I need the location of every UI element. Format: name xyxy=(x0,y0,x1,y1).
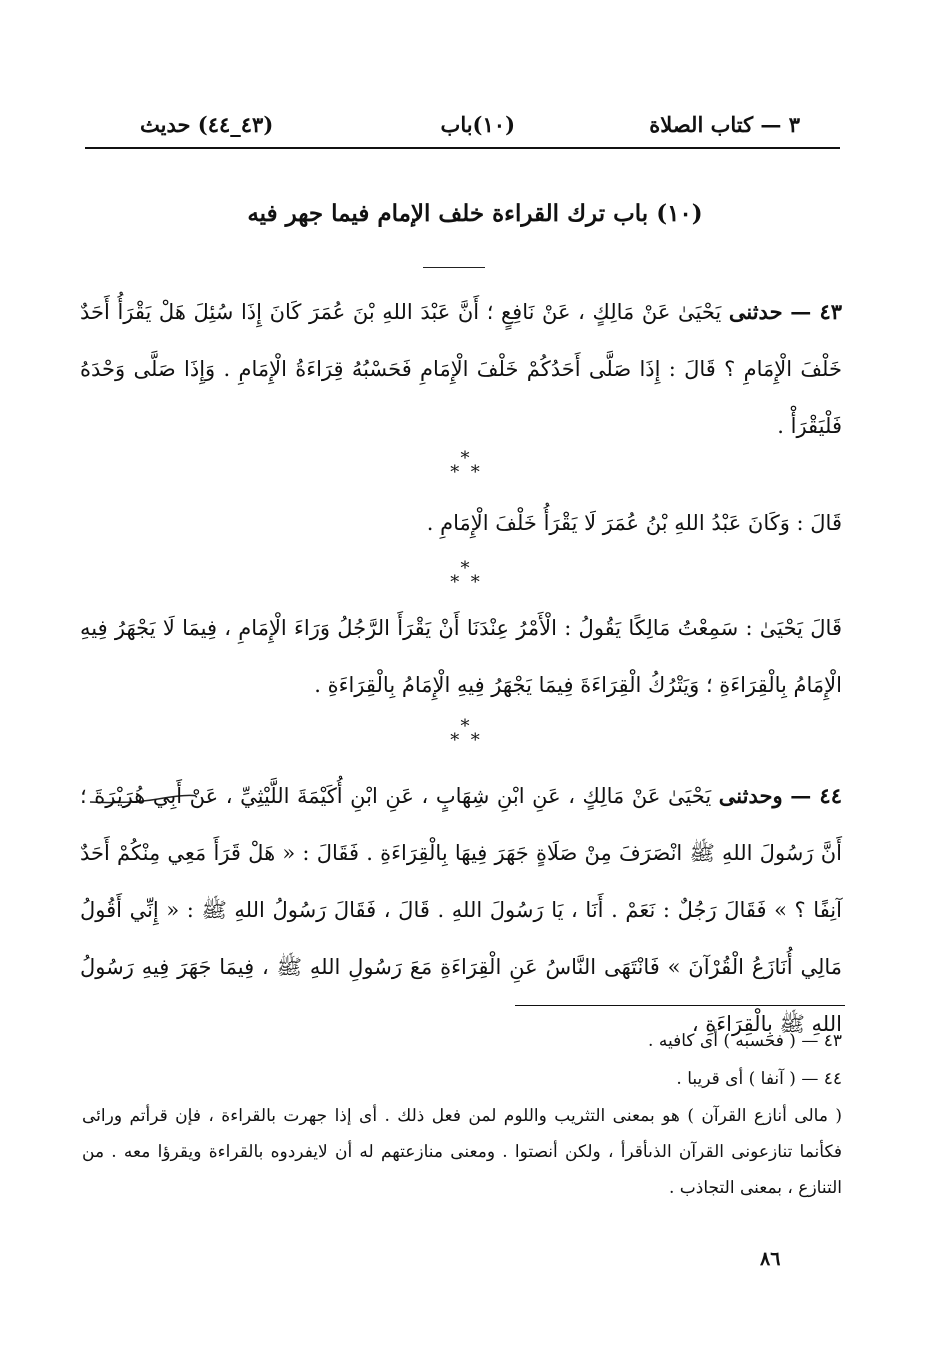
qala-text: قَالَ : وَكَانَ عَبْدُ اللهِ بْنُ عُمَرَ لَا يَقْرَأُ خَلْفَ الْإِمَامِ . xyxy=(426,511,842,535)
separator-stars-3 xyxy=(445,716,485,760)
star: * xyxy=(450,462,460,483)
yahya-remark xyxy=(80,600,842,714)
footnote-44-explanation: ( مالى أنازع القرآن ) هو بمعنى التثريب واللوم لمن فعل ذلك . أى إذا جهرت بالقراءة ، فإن قرأتم ورائى فكأنما تنازعونى القرآن الذىأقرأ ، ولكن أنصتوا . ومعنى منازعتهم له أن لايفردوه بالقراءة ويقرؤا معه . من التنازع ، بمعنى التجاذب . xyxy=(82,1106,842,1198)
hadith-44-keyword: وحدثنى xyxy=(718,783,783,808)
hadith-44 xyxy=(80,767,842,1053)
malik-remark xyxy=(80,495,842,552)
hadith-43-keyword: حدثنى xyxy=(728,299,783,324)
star: * xyxy=(470,572,480,593)
hadith-43 xyxy=(80,283,842,455)
header-book-title: ٣ — كتاب الصلاة xyxy=(649,112,800,137)
separator-stars-1 xyxy=(445,448,485,492)
title-divider xyxy=(423,267,485,268)
hadith-43-number: ٤٣ — xyxy=(790,299,842,324)
star: * xyxy=(470,730,480,751)
yahya-text: قَالَ يَحْيَىٰ : سَمِعْتُ مَالِكًا يَقُولُ : الْأَمْرُ عِنْدَنَا أَنْ يَقْرَأَ الرَّجُلُ وَرَاءَ الْإِمَامِ ، فِيمَا لَا يَجْهَرُ فِيهِ الْإِمَامُ بِالْقِرَاءَةِ ؛ وَيَتْرُكُ الْقِرَاءَةَ فِيمَا يَجْهَرُ فِيهِ الْإِمَامُ بِالْقِرَاءَةِ . xyxy=(80,616,842,697)
hadith-43-text: يَحْيَىٰ عَنْ مَالِكٍ ، عَنْ نَافِعٍ ؛ أَنَّ عَبْدَ اللهِ بْنَ عُمَرَ كَانَ إِذَا سُئِلَ هَلْ يَقْرَأُ أَحَدٌ خَلْفَ الْإِمَامِ ؟ قَالَ : إِذَا صَلَّى أَحَدُكُمْ خَلْفَ الْإِمَامِ فَحَسْبُهُ قِرَاءَةُ الْإِمَامِ . وَإِذَا صَلَّى وَحْدَهُ فَلْيَقْرَأْ . xyxy=(80,300,842,438)
star: * xyxy=(470,462,480,483)
star: * xyxy=(460,558,470,579)
hadith-44-text: يَحْيَىٰ عَنْ مَالِكٍ ، عَنِ ابْنِ شِهَابٍ ، عَنِ ابْنِ أُكَيْمَةَ اللَّيْثِيِّ ، عَنْ أَبِي هُرَيْرَةَ ؛ أَنَّ رَسُولَ اللهِ ﷺ انْصَرَفَ مِنْ صَلَاةٍ جَهَرَ فِيهَا بِالْقِرَاءَةِ . فَقَالَ : « هَلْ قَرَأَ مَعِي مِنْكُمْ أَحَدٌ آنِفًا ؟ » فَقَالَ رَجُلٌ : نَعَمْ . أَنَا ، يَا رَسُولَ اللهِ . قَالَ ، فَقَالَ رَسُولُ اللهِ ﷺ : « إِنِّي أَقُولُ مَالِي أُنَازَعُ الْقُرْآنَ » فَانْتَهَى النَّاسُ عَنِ الْقِرَاءَةِ مَعَ رَسُولِ اللهِ ﷺ ، فِيمَا جَهَرَ فِيهِ رَسُولُ اللهِ ﷺ بِالْقِرَاءَةِ ، xyxy=(80,784,842,1036)
running-header xyxy=(85,108,840,148)
footnotes xyxy=(82,1022,842,1206)
header-hadith-range: (٤٣_٤٤) حديث xyxy=(140,112,274,137)
separator-stars-2 xyxy=(445,558,485,602)
star: * xyxy=(450,572,460,593)
page-number: ٨٦ xyxy=(760,1248,781,1270)
chapter-title: (١٠) باب ترك القراءة خلف الإمام فيما جهر فيه xyxy=(247,200,703,227)
header-chapter: (١٠)باب xyxy=(440,112,515,137)
hadith-44-number: ٤٤ — xyxy=(790,783,842,808)
star: * xyxy=(450,730,460,751)
star: * xyxy=(460,448,470,469)
header-rule xyxy=(85,147,840,149)
footnote-44: ٤٤ — ( آنفا ) أى قريبا . xyxy=(676,1069,842,1089)
footnote-43: ٤٣ — ( فحسبه ) أى كافيه . xyxy=(648,1031,842,1051)
star: * xyxy=(460,716,470,737)
footnote-rule xyxy=(515,1005,845,1006)
